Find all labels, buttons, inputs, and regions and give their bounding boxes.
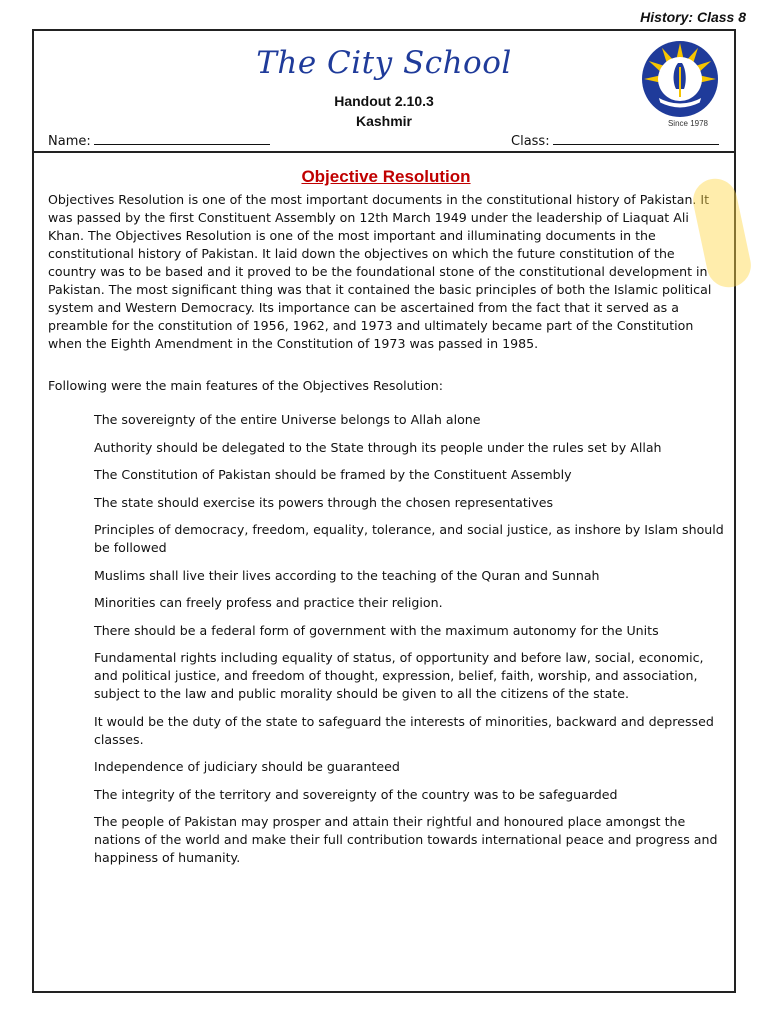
school-name: The City School bbox=[256, 45, 512, 81]
feature-item: Minorities can freely profess and practice their religion. bbox=[94, 595, 443, 610]
feature-item: The Constitution of Pakistan should be framed by the Constituent Assembly bbox=[94, 467, 572, 482]
features-list bbox=[48, 411, 724, 867]
feature-item: The state should exercise its powers through the chosen representatives bbox=[94, 494, 554, 510]
handout-frame bbox=[32, 29, 736, 993]
feature-item: The people of Pakistan may prosper and attain their rightful and honoured place amongst the nations of the world and make their full contribution towards international peace and progress and happiness of humanity. bbox=[94, 814, 718, 865]
feature-item: It would be the duty of the state to safeguard the interests of minorities, backward and depressed classes. bbox=[94, 713, 714, 747]
feature-item: There should be a federal form of government with the maximum autonomy for the Units bbox=[94, 622, 659, 638]
name-field[interactable] bbox=[48, 132, 270, 149]
logo-caption: Since 1978 bbox=[667, 119, 708, 128]
class-label: Class: bbox=[511, 134, 550, 149]
feature-item: The sovereignty of the entire Universe belongs to Allah alone bbox=[94, 412, 481, 427]
feature-item: Fundamental rights including equality of status, of opportunity and before law, social, economic, and political justice, and freedom of thought, expression, belief, faith, worship, and association, subject to the law and public morality should be given to all the citizens of the state. bbox=[94, 650, 704, 701]
subject-header: History: Class 8 bbox=[640, 9, 746, 25]
feature-item: Authority should be delegated to the State through its people under the rules set by Allah bbox=[94, 439, 662, 455]
intro-paragraph: Objectives Resolution is one of the most important documents in the constitutional history of Pakistan. It was passed by the first Constituent Assembly on 12th March 1949 under the leadership of Liaquat Ali Khan. The Objectives Resolution is one of the most important and illuminating documents in the constitutional history of Pakistan. It laid down the objectives on which the future constitution of the country was to be based and it proved to be the foundational stone of the constitutional development in Pakistan. The most significant thing was that it contained the basic principles of both the Islamic political system and Western Democracy. Its importance can be ascertained from the fact that it served as a preamble for the constitution of 1956, 1962, and 1973 and ultimately became part of the Constitution when the Eighth Amendment in the Constitution of 1973 was passed in 1985. bbox=[48, 192, 712, 351]
name-blank-line[interactable] bbox=[94, 132, 270, 145]
name-label: Name: bbox=[48, 134, 91, 149]
handout-body bbox=[48, 167, 724, 877]
feature-item: Independence of judiciary should be guaranteed bbox=[94, 759, 400, 774]
section-title: Objective Resolution bbox=[301, 167, 471, 186]
features-intro: Following were the main features of the Objectives Resolution: bbox=[48, 378, 443, 393]
handout-header bbox=[34, 31, 734, 153]
feature-item: The integrity of the territory and sovereignty of the country was to be safeguarded bbox=[94, 786, 618, 802]
handout-number: Handout 2.10.3 bbox=[334, 93, 434, 109]
feature-item: Muslims shall live their lives according to the teaching of the Quran and Sunnah bbox=[94, 567, 600, 583]
feature-item: Principles of democracy, freedom, equality, tolerance, and social justice, as inshore by Islam should be followed bbox=[94, 522, 724, 555]
handout-topic: Kashmir bbox=[355, 113, 413, 129]
